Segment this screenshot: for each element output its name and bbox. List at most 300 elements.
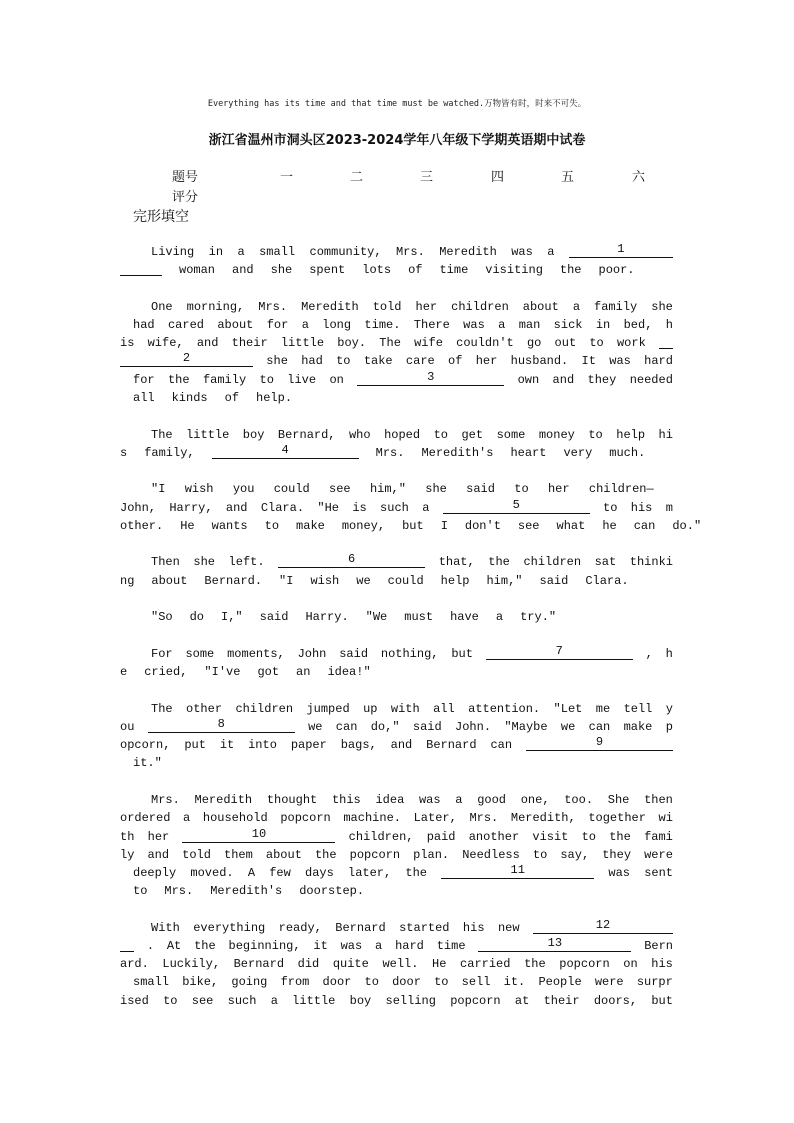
- passage-word: thought: [266, 793, 318, 808]
- passage-word: to: [133, 884, 148, 899]
- passage-word: lots: [362, 263, 392, 278]
- passage-word: to: [588, 427, 603, 442]
- paragraph-2: [120, 298, 673, 407]
- passage-word: He: [180, 518, 195, 533]
- passage-word: make: [623, 720, 653, 735]
- passage-word: have: [450, 610, 479, 625]
- passage-word: can: [335, 720, 358, 735]
- passage-word: doorstep.: [299, 884, 365, 899]
- score-col-6: 六: [632, 170, 646, 185]
- passage-word: we: [560, 720, 576, 735]
- passage-word: I: [440, 518, 448, 533]
- passage-word: her: [415, 299, 438, 314]
- passage-word: Bernard.: [204, 573, 263, 588]
- passage-word: we: [356, 573, 371, 588]
- passage-word: his: [651, 957, 673, 972]
- passage-word: children: [523, 555, 582, 570]
- passage-word: wife: [414, 336, 443, 351]
- passage-word: to: [589, 336, 604, 351]
- passage-word: money,: [341, 518, 386, 533]
- passage-word: bags,: [340, 738, 377, 753]
- passage-word: to: [603, 500, 618, 515]
- passage-word: Meredith's: [421, 445, 494, 460]
- passage-word: th: [120, 829, 135, 844]
- grade-row-label: 评分: [172, 190, 199, 205]
- passage-word: to: [336, 354, 351, 369]
- passage-word: and: [552, 372, 575, 387]
- passage-word: s: [120, 445, 128, 460]
- passage-word: other: [186, 701, 223, 716]
- passage-word: ready,: [278, 920, 322, 935]
- passage-word: what: [556, 518, 586, 533]
- passage-word: husband.: [510, 354, 569, 369]
- passage-word: John,: [120, 500, 157, 515]
- passage-word: to: [364, 975, 379, 990]
- passage-word: such: [227, 993, 257, 1008]
- passage-word: can: [588, 720, 611, 735]
- passage-word: a: [422, 500, 430, 515]
- passage-word: about: [265, 847, 302, 862]
- passage-word: it.″: [133, 756, 162, 771]
- passage-word: Then: [151, 555, 180, 570]
- passage-word: with: [390, 701, 420, 716]
- passage-word: One: [151, 299, 173, 314]
- blank-3[interactable]: 3: [357, 371, 504, 386]
- passage-word: nothing,: [380, 647, 439, 661]
- passage-word: doors,: [593, 993, 638, 1008]
- passage-word: A: [247, 865, 256, 880]
- passage-word: said: [466, 482, 495, 497]
- passage-word: very: [563, 445, 593, 460]
- passage-word: heart: [510, 445, 547, 460]
- passage-word: ″We: [365, 610, 388, 625]
- passage-word: help: [440, 573, 470, 588]
- passage-word: ly: [120, 847, 135, 862]
- passage-word: m: [665, 500, 673, 515]
- passage-word: family: [202, 372, 247, 387]
- blank-9[interactable]: 9: [526, 736, 673, 751]
- passage-word: ″I: [279, 573, 294, 588]
- passage-word: a: [498, 318, 506, 333]
- passage-word: Mrs.: [469, 811, 499, 826]
- blank-1-cont[interactable]: [120, 261, 162, 276]
- passage-word: wish: [184, 482, 214, 497]
- passage-word: was: [609, 354, 631, 369]
- passage-word: a: [270, 993, 278, 1008]
- passage-word: The: [151, 427, 173, 442]
- passage-word: With: [151, 920, 180, 935]
- passage-word: said: [339, 647, 369, 661]
- passage-word: is: [120, 336, 135, 351]
- score-row-grades: [172, 186, 692, 206]
- passage-word: ou: [120, 720, 135, 735]
- passage-word: on: [329, 372, 344, 387]
- passage-word: can: [490, 738, 513, 753]
- passage-word: me: [595, 701, 611, 716]
- passage-word: try.″: [520, 610, 557, 625]
- passage-word: needed: [629, 372, 673, 387]
- passage-word: him,″: [369, 482, 406, 497]
- passage-word: much.: [609, 445, 646, 460]
- passage-word: moved.: [190, 865, 234, 880]
- passage-word: but: [402, 518, 424, 533]
- passage-word: it: [219, 738, 235, 753]
- paragraph-10: [120, 919, 673, 1010]
- passage-word: had: [133, 318, 155, 333]
- passage-word: out: [554, 336, 577, 351]
- passage-word: the: [167, 372, 190, 387]
- passage-word: John: [297, 647, 327, 661]
- score-col-5: 五: [561, 170, 575, 185]
- passage-word: door: [392, 975, 421, 990]
- score-row-numbers: [172, 166, 692, 186]
- blank-5[interactable]: 5: [443, 499, 590, 514]
- passage-word: put: [184, 738, 206, 753]
- passage-word: a: [301, 318, 309, 333]
- passage-word: see: [329, 482, 351, 497]
- passage-word: ″I've: [204, 665, 241, 680]
- passage-word: say,: [560, 847, 590, 862]
- passage-word: do: [189, 610, 205, 625]
- passage-word: few: [269, 865, 291, 880]
- passage-word: attention.: [468, 701, 541, 716]
- passage-word: her: [475, 354, 498, 369]
- score-row-label: 题号: [172, 170, 199, 185]
- passage-word: and: [196, 336, 219, 351]
- paragraph-4: [120, 480, 702, 535]
- passage-word: together: [588, 811, 646, 826]
- passage-word: she: [651, 299, 673, 314]
- paragraph-8: [120, 700, 673, 773]
- passage-word: children,: [348, 829, 414, 844]
- passage-word: the: [609, 829, 631, 844]
- passage-word: Bernard,: [277, 427, 336, 442]
- passage-word: you: [232, 482, 255, 497]
- passage-word: family: [594, 299, 638, 314]
- passage-word: a: [237, 245, 245, 259]
- passage-word: she: [270, 263, 293, 278]
- passage-word: and: [232, 263, 254, 278]
- passage-word: see: [191, 993, 214, 1008]
- passage-word: to: [264, 518, 280, 533]
- passage-word: hoped: [384, 427, 421, 442]
- passage-word: going: [231, 975, 268, 990]
- passage-word: couldn't: [456, 336, 514, 351]
- blank-6[interactable]: 6: [278, 553, 425, 568]
- passage-word: live: [287, 372, 317, 387]
- passage-word: some: [496, 427, 526, 442]
- passage-word: little: [292, 993, 336, 1008]
- passage-word: do,″: [370, 720, 400, 735]
- passage-word: time.: [364, 318, 401, 333]
- passage-word: she: [266, 354, 288, 369]
- passage-word: for: [266, 318, 289, 333]
- passage-word: Meredith,: [510, 811, 576, 826]
- passage-word: children—: [588, 482, 654, 497]
- passage-word: of: [448, 354, 463, 369]
- blank-12[interactable]: 12: [533, 919, 673, 934]
- passage-word: all: [433, 701, 455, 716]
- passage-word: popcorn: [559, 957, 610, 972]
- passage-word: Mrs.: [258, 299, 288, 314]
- passage-word: to: [434, 975, 449, 990]
- passage-word: Needless: [462, 847, 520, 862]
- passage-word: some: [185, 647, 215, 661]
- passage-word: community,: [309, 245, 382, 259]
- passage-word: Harry,: [169, 500, 213, 515]
- blank-2-lead[interactable]: [659, 334, 673, 349]
- passage-word: ised: [120, 993, 149, 1008]
- passage-word: cared: [167, 318, 204, 333]
- passage-word: but: [451, 647, 473, 661]
- passage-word: wish: [310, 573, 340, 588]
- passage-word: such: [380, 500, 409, 515]
- blank-1[interactable]: 1: [569, 243, 673, 258]
- passage-word: e: [120, 665, 128, 680]
- passage-word: take: [363, 354, 393, 369]
- passage-word: household: [202, 811, 268, 826]
- passage-word: tell: [623, 701, 653, 716]
- passage-word: to: [532, 847, 548, 862]
- blank-8[interactable]: 8: [148, 718, 295, 733]
- passage-word: ng: [120, 573, 135, 588]
- passage-word: wi: [658, 811, 673, 826]
- passage-word: then: [644, 793, 673, 808]
- passage-word: Bernard: [426, 738, 477, 753]
- passage-word: help: [616, 427, 646, 442]
- passage-word: y: [665, 701, 673, 716]
- passage-word: ″Maybe: [504, 720, 548, 735]
- passage-word: her: [547, 482, 570, 497]
- passage-word: idea: [375, 793, 405, 808]
- passage-word: Harry.: [305, 610, 349, 625]
- passage-word: good: [477, 793, 507, 808]
- passage-word: could: [273, 482, 310, 497]
- passage-word: were: [594, 975, 624, 990]
- passage-word: surpr: [636, 975, 673, 990]
- passage-word: of: [408, 263, 423, 278]
- passage-word: too.: [564, 793, 594, 808]
- passage-word: other.: [120, 518, 164, 533]
- passage-word: Bernard: [233, 957, 285, 972]
- passage-word: had: [301, 354, 323, 369]
- passage-word: into: [248, 738, 277, 753]
- passage-word: hard: [644, 354, 673, 369]
- passage-word: It: [581, 354, 596, 369]
- passage-word: days: [305, 865, 334, 880]
- passage-word: can: [633, 518, 656, 533]
- passage-word: left.: [228, 555, 265, 570]
- score-col-4: 四: [491, 170, 505, 185]
- passage-word: see: [517, 518, 540, 533]
- passage-word: a: [183, 811, 191, 826]
- section-title: 完形填空: [133, 209, 189, 225]
- passage-word: At: [166, 938, 182, 953]
- passage-word: at: [514, 993, 530, 1008]
- passage-word: h: [665, 318, 673, 333]
- passage-word: small: [133, 975, 170, 990]
- passage-word: Bern: [644, 938, 673, 953]
- passage-word: about: [151, 573, 188, 588]
- passage-word: plan.: [413, 847, 450, 862]
- passage-word: Clara.: [260, 500, 305, 515]
- passage-word: selling: [385, 993, 436, 1008]
- passage-word: a: [375, 938, 383, 953]
- passage-word: but: [651, 993, 673, 1008]
- blank-10[interactable]: 10: [182, 828, 335, 843]
- passage-word: spent: [309, 263, 346, 278]
- blank-13[interactable]: 13: [478, 937, 631, 952]
- passage-word: did: [297, 957, 320, 972]
- passage-word: an: [296, 665, 311, 680]
- passage-word: idea!″: [327, 665, 371, 680]
- passage-word: Meredith: [439, 245, 497, 259]
- passage-word: John.: [455, 720, 492, 735]
- passage-word: machine.: [343, 811, 401, 826]
- passage-word: ,: [645, 647, 653, 661]
- passage-word: said: [412, 720, 442, 735]
- passage-word: to: [514, 482, 529, 497]
- passage-word: the: [405, 865, 428, 880]
- passage-word: visiting: [485, 263, 543, 278]
- blank-4[interactable]: 4: [212, 444, 359, 459]
- paragraph-7: [120, 645, 673, 681]
- passage-word: Bernard: [335, 920, 386, 935]
- passage-word: paper: [290, 738, 327, 753]
- passage-word: hard: [395, 938, 424, 953]
- passage-word: .: [146, 938, 155, 953]
- passage-word: hi: [658, 427, 673, 442]
- passage-word: work: [616, 336, 646, 351]
- passage-word: everything: [193, 920, 266, 935]
- passage-word: Meredith's: [210, 884, 283, 899]
- passage-word: p: [665, 720, 673, 735]
- passage-word: I,″: [221, 610, 243, 625]
- passage-word: People: [538, 975, 582, 990]
- passage-word: his: [462, 920, 485, 935]
- passage-word: well.: [382, 957, 419, 972]
- passage-word: the: [194, 938, 216, 953]
- passage-word: children: [451, 299, 509, 314]
- passage-word: quite: [332, 957, 369, 972]
- passage-word: little: [280, 336, 325, 351]
- passage-word: that,: [438, 555, 475, 570]
- blank-12-tail[interactable]: [120, 937, 134, 952]
- passage-word: ″Let: [553, 701, 583, 716]
- passage-word: was: [511, 245, 533, 259]
- passage-word: sat: [594, 555, 617, 570]
- cloze-passage: [120, 242, 702, 1028]
- passage-word: children: [235, 701, 294, 716]
- passage-word: a: [547, 245, 555, 259]
- passage-word: is: [352, 500, 367, 515]
- passage-word: opcorn,: [120, 738, 171, 753]
- passage-word: they: [587, 372, 617, 387]
- passage-word: he: [602, 518, 617, 533]
- passage-word: a: [572, 299, 581, 314]
- passage-word: ordered: [120, 811, 171, 826]
- passage-word: and: [147, 847, 170, 862]
- exam-title: 浙江省温州市洞头区2023-2024学年八年级下学期英语期中试卷: [208, 133, 586, 148]
- passage-word: beginning,: [228, 938, 301, 953]
- passage-word: Luckily,: [162, 957, 221, 972]
- passage-word: the: [559, 263, 582, 278]
- passage-word: paid: [426, 829, 456, 844]
- passage-word: make: [296, 518, 325, 533]
- passage-word: for: [133, 372, 155, 387]
- passage-word: door: [322, 975, 352, 990]
- passage-word: a: [495, 610, 504, 625]
- passage-word: them: [224, 847, 253, 862]
- passage-word: told: [182, 847, 211, 862]
- passage-word: was: [418, 793, 441, 808]
- passage-word: said: [259, 610, 289, 625]
- passage-word: must: [404, 610, 434, 625]
- passage-word: popcorn: [280, 811, 331, 826]
- passage-word: popcorn: [349, 847, 401, 862]
- passage-word: was: [463, 318, 485, 333]
- passage-word: Living: [151, 245, 195, 259]
- score-table: [172, 166, 692, 206]
- passage-word: a: [455, 793, 463, 808]
- passage-word: on: [623, 957, 638, 972]
- passage-word: him,″: [486, 573, 523, 588]
- passage-word: said: [539, 573, 569, 588]
- passage-word: in: [208, 245, 224, 259]
- passage-word: it: [313, 938, 328, 953]
- passage-word: to: [581, 829, 597, 844]
- passage-word: ard.: [120, 957, 149, 972]
- passage-word: The: [379, 336, 401, 351]
- score-col-1: 一: [280, 170, 294, 185]
- passage-word: long: [322, 318, 352, 333]
- passage-word: to: [433, 427, 448, 442]
- blank-11[interactable]: 11: [441, 864, 594, 879]
- passage-word: to: [163, 993, 178, 1008]
- passage-word: h: [665, 647, 673, 661]
- passage-word: their: [543, 993, 580, 1008]
- passage-word: There: [413, 318, 450, 333]
- passage-word: told: [372, 299, 402, 314]
- passage-word: wife,: [147, 336, 184, 351]
- passage-word: the: [314, 847, 337, 862]
- passage-word: man: [518, 318, 541, 333]
- passage-word: thinki: [629, 555, 673, 570]
- passage-word: get: [461, 427, 484, 442]
- blank-7[interactable]: 7: [486, 645, 633, 660]
- passage-word: and: [390, 738, 413, 753]
- passage-word: this: [331, 793, 361, 808]
- passage-word: time: [436, 938, 466, 953]
- passage-word: later,: [348, 865, 392, 880]
- passage-word: The: [151, 701, 173, 716]
- passage-word: go: [526, 336, 542, 351]
- passage-word: in: [595, 318, 611, 333]
- passage-word: one,: [520, 793, 550, 808]
- passage-word: the: [524, 957, 546, 972]
- passage-word: Later,: [413, 811, 457, 826]
- passage-word: poor.: [598, 263, 635, 278]
- passage-word: morning,: [186, 299, 245, 314]
- passage-word: ″So: [151, 610, 173, 625]
- blank-2[interactable]: 2: [120, 352, 253, 367]
- passage-word: the: [488, 555, 510, 570]
- passage-word: For: [151, 647, 173, 661]
- paragraph-6: [120, 608, 673, 626]
- passage-word: carried: [460, 957, 511, 972]
- passage-word: her: [147, 829, 170, 844]
- passage-word: their: [231, 336, 268, 351]
